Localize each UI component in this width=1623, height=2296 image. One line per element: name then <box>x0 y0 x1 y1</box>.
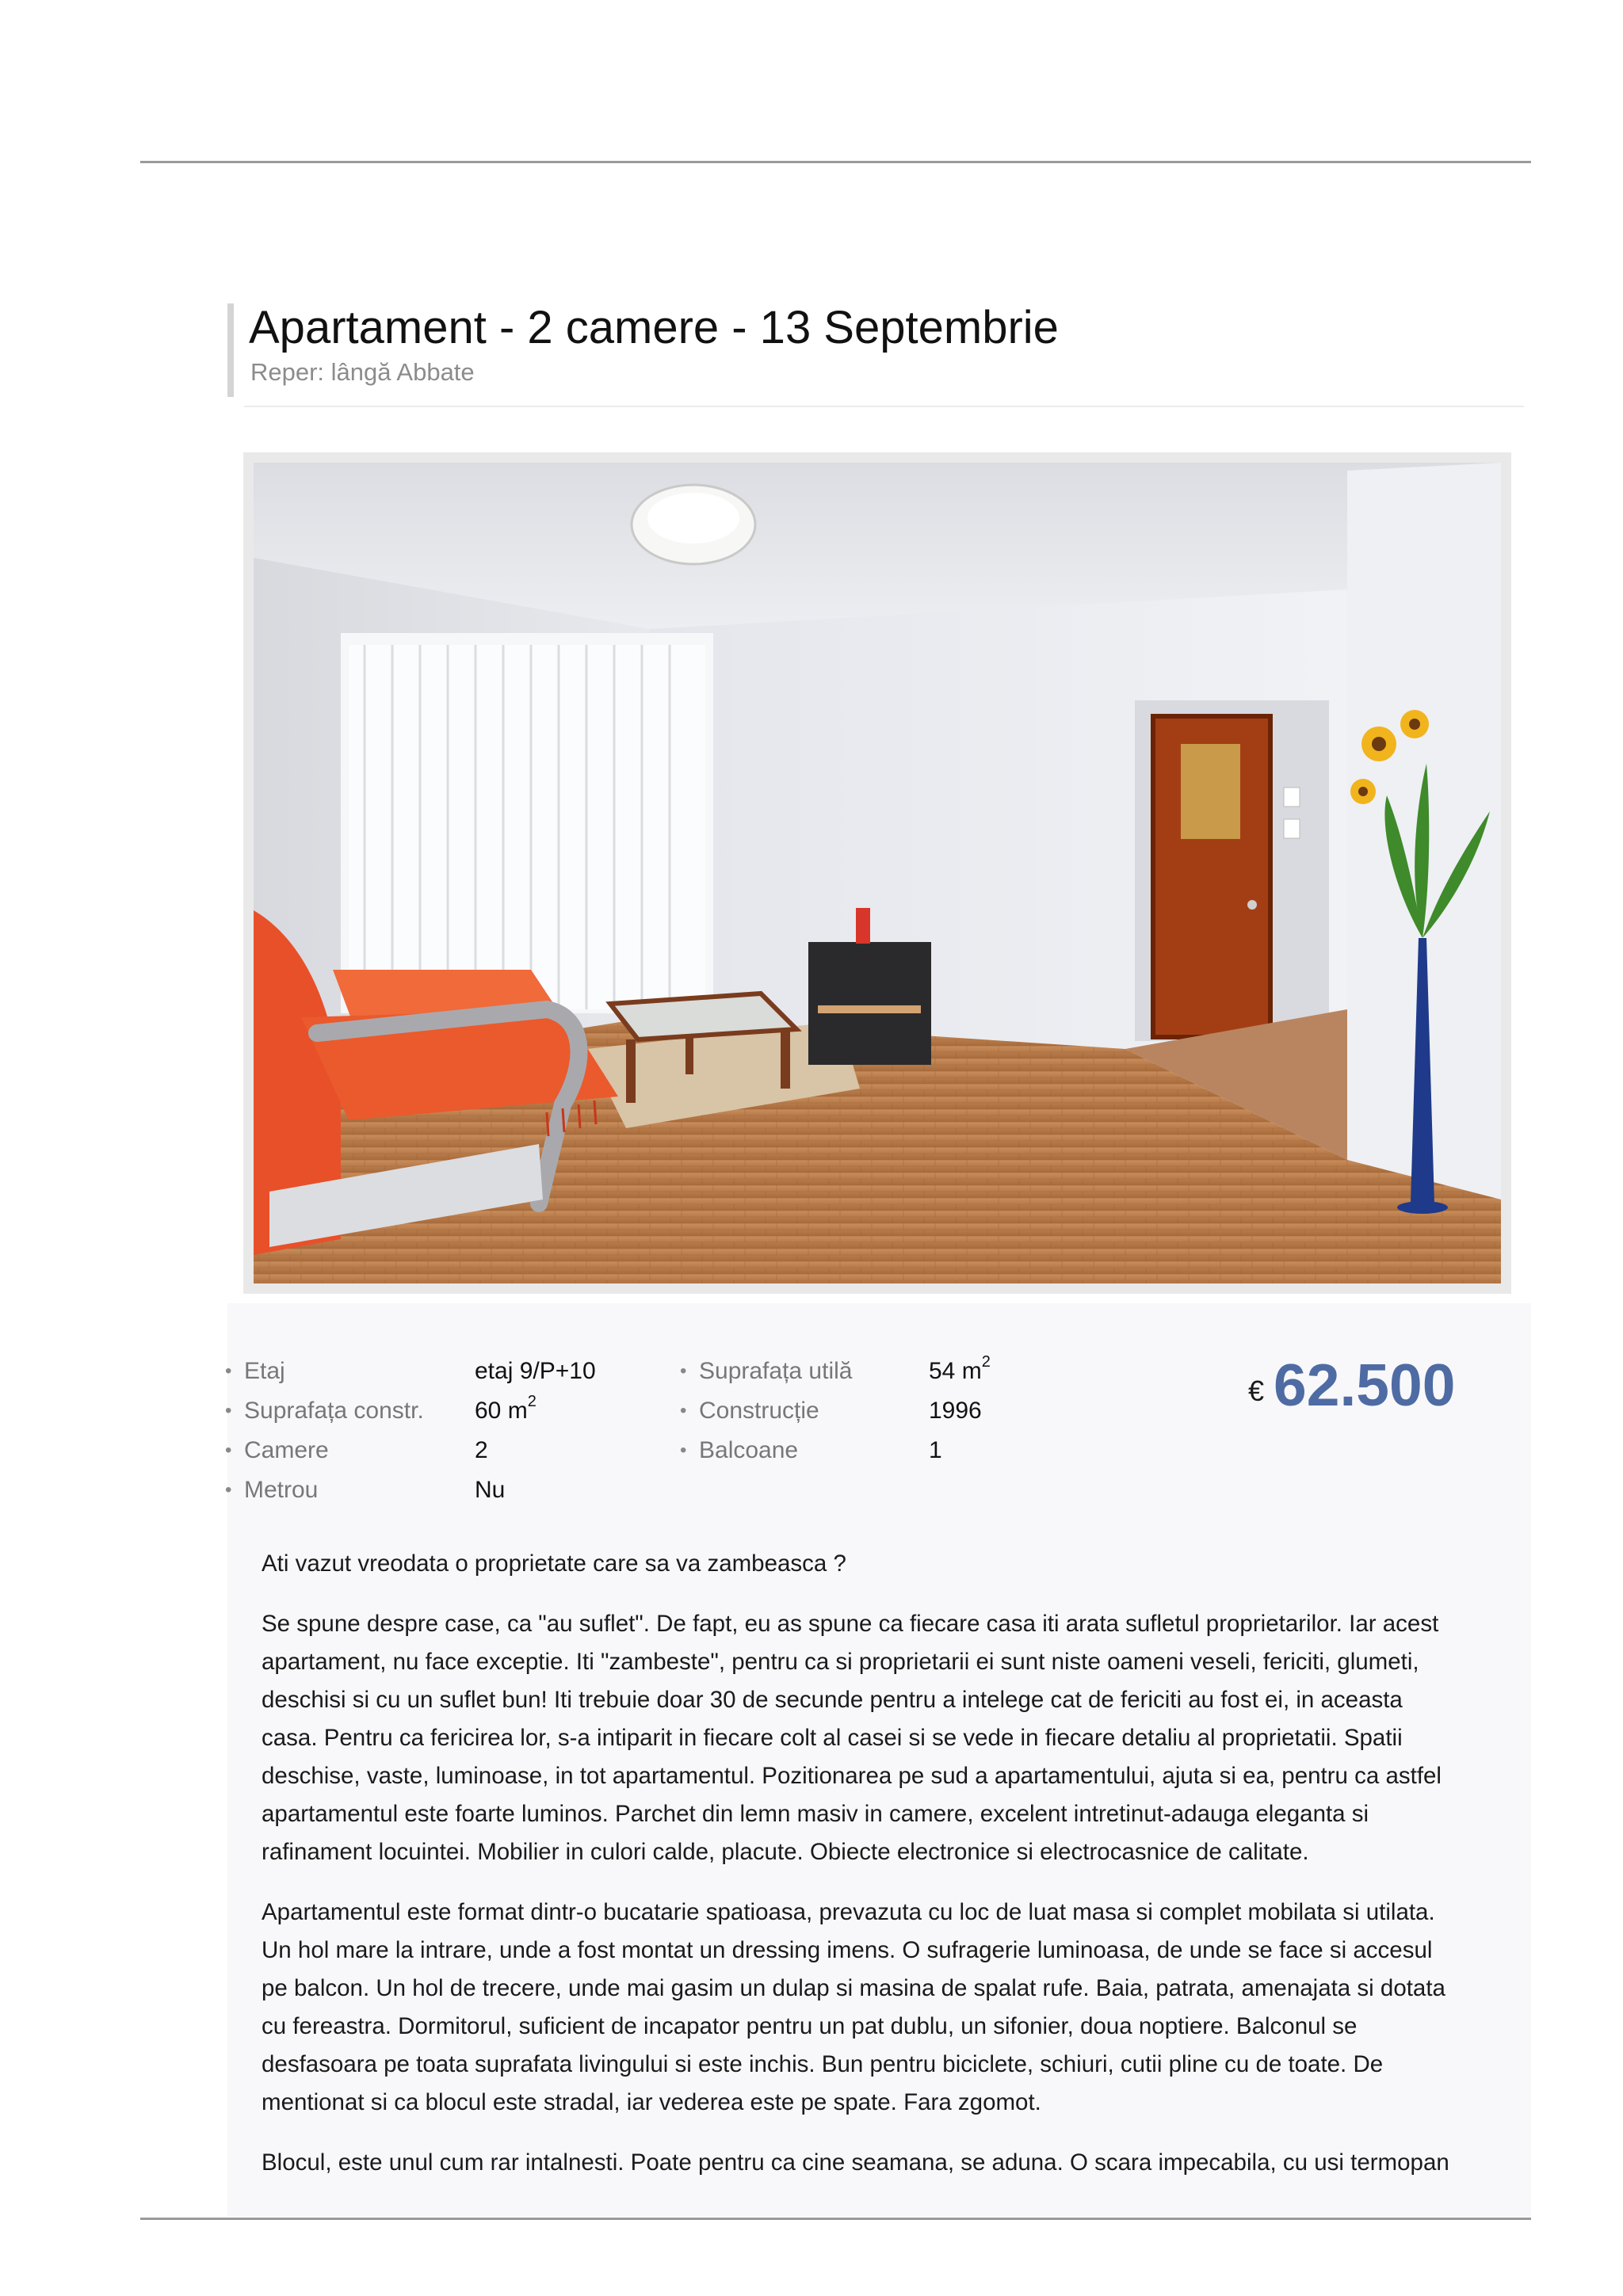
price <box>1248 1351 1455 1419</box>
listing-header <box>227 303 1527 406</box>
fact-label: • Suprafața utilă <box>699 1352 852 1391</box>
fact-label: • Etaj <box>244 1352 285 1391</box>
title-divider <box>244 406 1524 407</box>
currency-symbol: € <box>1248 1375 1265 1407</box>
description <box>262 1545 1529 2204</box>
fact-value: 54 $m^2$ <box>929 1353 991 1384</box>
price-amount: 62.500 <box>1274 1352 1456 1418</box>
fact-label: • Metrou <box>244 1470 318 1510</box>
fact-value: Nu <box>475 1477 506 1503</box>
fact-value: etaj 9/P+10 <box>475 1358 596 1384</box>
fact-label: • Suprafața constr. <box>244 1391 424 1431</box>
bottom-rule <box>140 2218 1531 2220</box>
listing-title: Apartament - 2 camere - 13 Septembrie <box>249 302 1059 353</box>
description-paragraph: Apartamentul este format dintr-o bucatarie spatioasa, prevazuta cu loc de luat masa si complet mobilata si utilata. Un hol mare la intrare, unde a fost montat un dressing imens. O sufragerie luminoasa, de unde se face si accesul pe balcon. Un hol de trecere, unde mai gasim un dulap si masina de spalat rufe. Baia, patrata, amenajata si dotata cu fereastra. Dormitorul, suficient de incapator pentru un pat dublu, un sifonier, doua noptiere. Balconul se desfasoara pe toata suprafata livingului si este inchis. Bun pentru biciclete, schiuri, cutii pline cu de toate. De mentionat si ca blocul este stradal, iar vederea este pe spate. Fara zgomot. <box>262 1899 1445 2115</box>
fact-value: 60 $m^2$ <box>475 1393 537 1424</box>
top-rule <box>140 161 1531 163</box>
landmark-subtitle: Reper: lângă Abbate <box>250 358 475 386</box>
fact-label: • Construcție <box>699 1391 819 1431</box>
fact-value: 2 <box>475 1437 488 1463</box>
living-room-photo <box>254 463 1501 1283</box>
fact-label: • Camere <box>244 1431 329 1470</box>
description-paragraph: Ati vazut vreodata o proprietate care sa va zambeasca ? <box>262 1550 846 1577</box>
description-paragraph: Blocul, este unul cum rar intalnesti. Poate pentru ca cine seamana, se aduna. O scara impecabila, cu usi termopan <box>262 2149 1449 2176</box>
fact-value: 1996 <box>929 1398 982 1424</box>
description-paragraph: Se spune despre case, ca "au suflet". De fapt, eu as spune ca fiecare casa iti arata sufletul proprietarilor. Iar acest apartament, nu face exceptie. Iti "zambeste", pentru ca si proprietarii ei sunt niste oameni veseli, fericiti, glumeti, deschisi si cu un suflet bun! Iti trebuie doar 30 de secunde pentru a intelege cat de fericiti au fost ei, in aceasta casa. Pentru ca fericirea lor, s-a intiparit in fiecare colt al casei si se vede in fiecare detaliu al proprietatii. Spatii deschise, vaste, luminoase, in tot apartamentul. Pozitionarea pe sud a apartamentului, ajuta si ea, pentru ca astfel apartamentul este foarte luminos. Parchet din lemn masiv in camere, excelent intretinut-adauga eleganta si rafinament locuintei. Mobilier in culori calde, placute. Obiecte electronice si electrocasnice de calitate. <box>262 1611 1442 1865</box>
fact-label: • Balcoane <box>699 1431 798 1470</box>
property-photo <box>243 452 1511 1294</box>
title-accent-bar <box>227 303 234 397</box>
fact-value: 1 <box>929 1437 942 1463</box>
